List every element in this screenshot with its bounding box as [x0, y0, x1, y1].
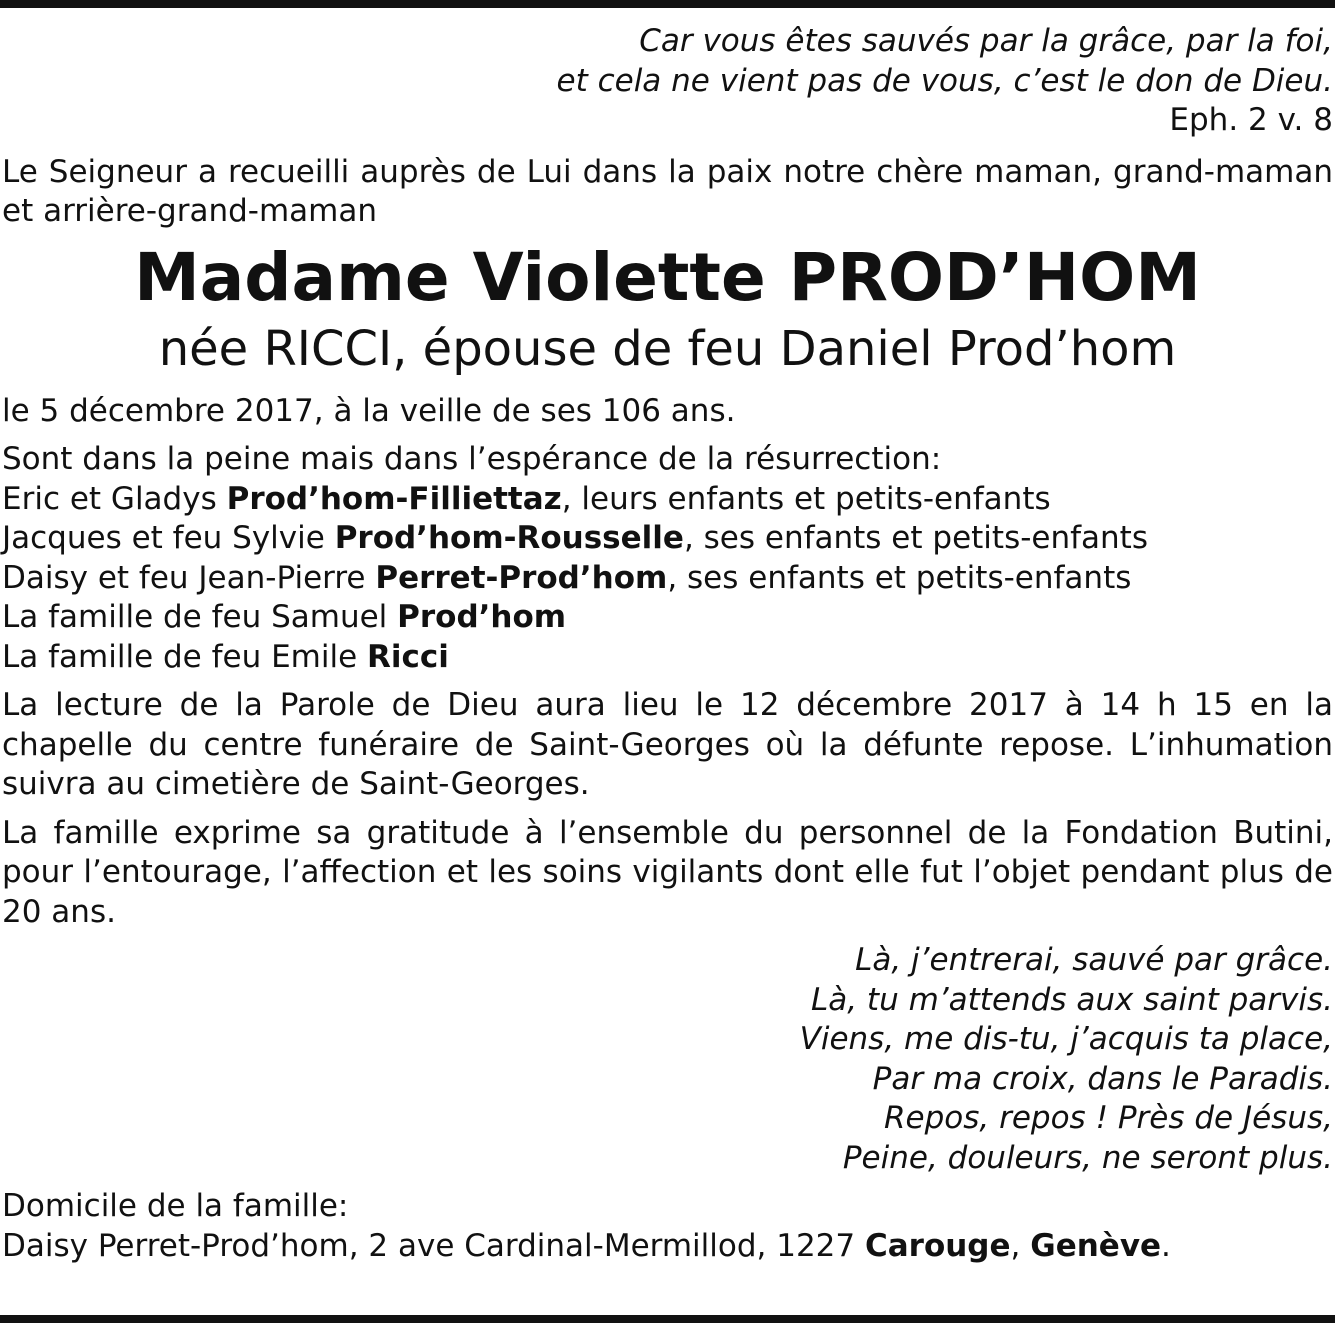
- mourner-line: Eric et Gladys Prod’hom-Filliettaz, leurs enfants et petits-enfants: [2, 480, 1051, 517]
- domicile-address: Daisy Perret-Prod’hom, 2 ave Cardinal-Mermillod, 1227 Carouge, Genève.: [2, 1227, 1171, 1264]
- intro-paragraph: Le Seigneur a recueilli auprès de Lui dans la paix notre chère maman, grand-maman et arrière-grand-maman: [2, 153, 1333, 229]
- poem-line: Repos, repos ! Près de Jésus,: [883, 1100, 1333, 1136]
- poem-line: Peine, douleurs, ne seront plus.: [842, 1139, 1333, 1176]
- mourners-heading: Sont dans la peine mais dans l’espérance de la résurrection:: [2, 441, 942, 477]
- date-line: le 5 décembre 2017, à la veille de ses 106 ans.: [2, 392, 736, 429]
- poem-line: Par ma croix, dans le Paradis.: [872, 1060, 1333, 1097]
- closing-poem: [2, 941, 1333, 1178]
- mourner-line: Jacques et feu Sylvie Prod’hom-Rousselle, ses enfants et petits-enfants: [2, 520, 1148, 556]
- top-border-rule: [0, 0, 1335, 8]
- deceased-subtitle: née RICCI, épouse de feu Daniel Prod’hom: [158, 320, 1177, 377]
- mourners-section: [2, 440, 1333, 677]
- obituary-notice: [2, 22, 1333, 1266]
- poem-line: Là, j’entrerai, sauvé par grâce.: [855, 942, 1333, 978]
- domicile-label: Domicile de la famille:: [2, 1188, 349, 1224]
- gratitude-paragraph: La famille exprime sa gratitude à l’ensemble du personnel de la Fondation Butini, pour l’entourage, l’affection et les soins vigilants dont elle fut l’objet pendant plus de 20 ans.: [2, 814, 1333, 930]
- ceremony-paragraph: La lecture de la Parole de Dieu aura lieu le 12 décembre 2017 à 14 h 15 en la chapelle du centre funéraire de Saint-Georges où la défunte repose. L’inhumation suivra au cimetière de Saint-Georges.: [2, 687, 1333, 802]
- verse-reference: Eph. 2 v. 8: [1169, 102, 1333, 138]
- mourner-line: La famille de feu Emile Ricci: [2, 638, 449, 675]
- deceased-name: Madame Violette PROD’HOM: [134, 238, 1201, 316]
- mourner-line: Daisy et feu Jean-Pierre Perret-Prod’hom, ses enfants et petits-enfants: [2, 559, 1132, 596]
- opening-verse: [2, 22, 1333, 101]
- poem-line: Viens, me dis-tu, j’acquis ta place,: [799, 1021, 1333, 1057]
- domicile-section: [2, 1187, 1333, 1266]
- mourner-line: La famille de feu Samuel Prod’hom: [2, 599, 567, 635]
- verse-line-1: Car vous êtes sauvés par la grâce, par la foi,: [639, 23, 1333, 59]
- poem-line: Là, tu m’attends aux saint parvis.: [810, 981, 1333, 1018]
- bottom-border-rule: [0, 1315, 1335, 1323]
- verse-line-2: et cela ne vient pas de vous, c’est le don de Dieu.: [556, 62, 1333, 99]
